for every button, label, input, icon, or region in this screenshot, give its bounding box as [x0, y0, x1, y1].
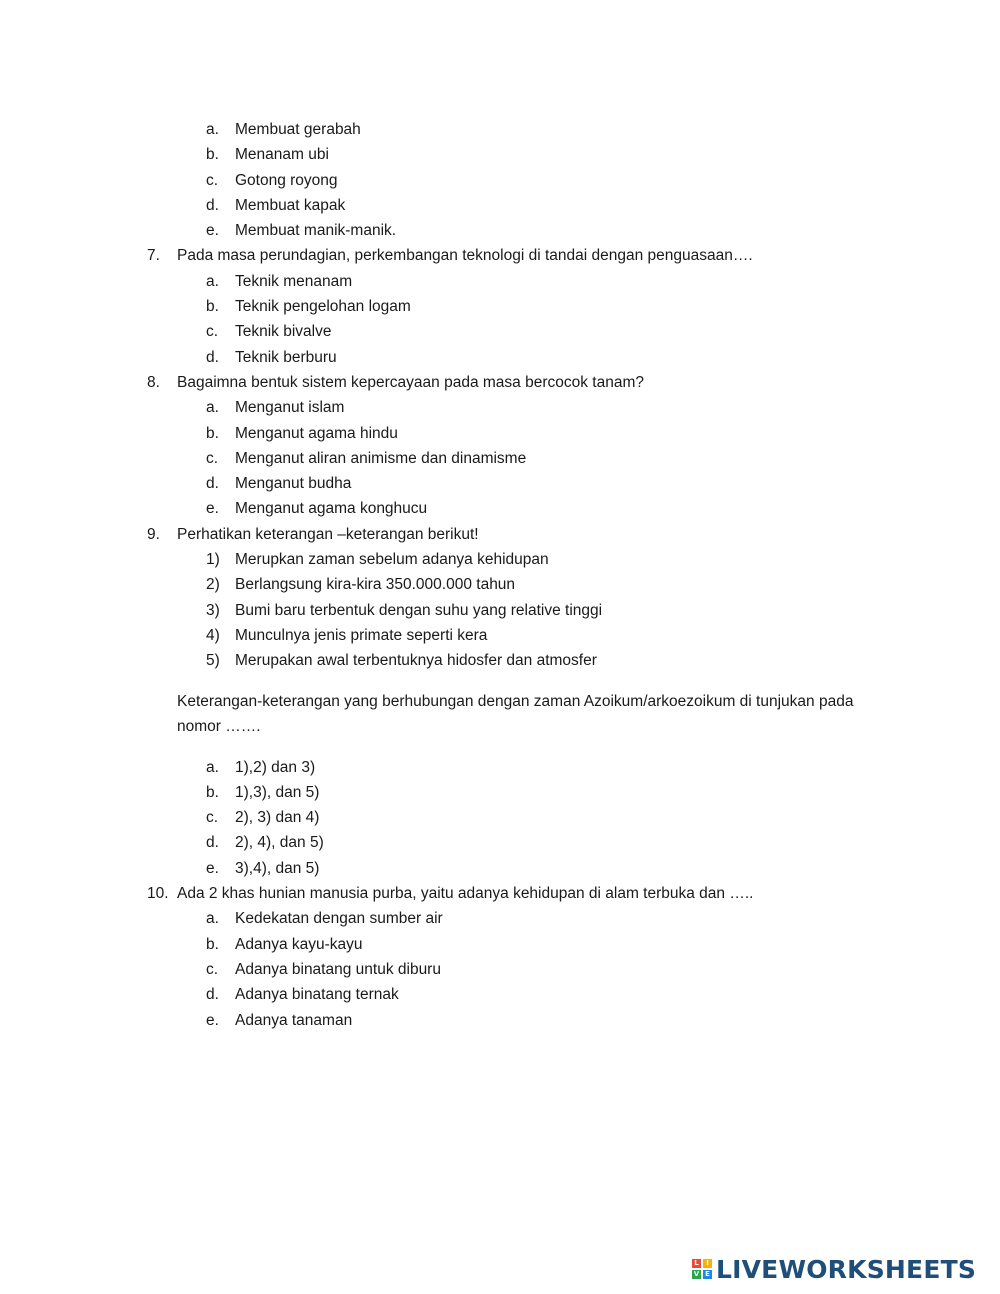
worksheet-page [0, 117, 1000, 1033]
question-text: Bagaimna bentuk sistem kepercayaan pada masa bercocok tanam? [177, 373, 644, 391]
option-item: d. 2), 4), dan 5) [206, 834, 324, 852]
option-item: a. Membuat gerabah [206, 121, 361, 138]
question-number: 10. [147, 885, 169, 903]
logo-tile: E [703, 1270, 712, 1279]
question-number: 7. [147, 247, 160, 265]
option-item: b. Menanam ubi [206, 146, 329, 164]
statement-item: 4) Munculnya jenis primate seperti kera [206, 626, 488, 644]
question-prompt: Keterangan-keterangan yang berhubungan dengan zaman Azoikum/arkoezoikum di tunjukan pada nomor ……. [177, 692, 854, 736]
option-item: c. Teknik bivalve [206, 323, 332, 341]
option-item: e. Membuat manik-manik. [206, 222, 397, 240]
option-item: a. Menganut islam [206, 399, 345, 417]
question-9 [0, 522, 1000, 547]
option-item: e. Menganut agama konghucu [206, 500, 428, 518]
logo-text: LIVEWORKSHEETS [716, 1254, 977, 1284]
option-item: c. Adanya binatang untuk diburu [206, 960, 441, 978]
logo-tile: I [703, 1259, 712, 1268]
question-10 [0, 881, 1000, 906]
option-item: d. Menganut budha [206, 475, 352, 493]
question-number: 8. [147, 373, 160, 391]
liveworksheets-logo [692, 1255, 976, 1283]
option-item: a. 1),2) dan 3) [206, 758, 316, 776]
question-7 [0, 243, 1000, 268]
option-item: b. Teknik pengelohan logam [206, 298, 411, 316]
option-item: a. Kedekatan dengan sumber air [206, 910, 443, 928]
option-item: c. Menganut aliran animisme dan dinamisme [206, 449, 527, 467]
logo-tile: V [693, 1270, 700, 1278]
option-item: a. Teknik menanam [206, 272, 353, 290]
option-item: c. Gotong royong [206, 171, 338, 189]
statement-item: 1) Merupkan zaman sebelum adanya kehidupan [206, 551, 549, 569]
option-item: e. 3),4), dan 5) [206, 859, 320, 877]
option-item: c. 2), 3) dan 4) [206, 809, 320, 827]
question-text: Perhatikan keterangan –keterangan berikut! [177, 525, 479, 543]
logo-tile: L [692, 1259, 701, 1268]
question-text: Ada 2 khas hunian manusia purba, yaitu adanya kehidupan di alam terbuka dan ….. [177, 885, 754, 903]
option-item: b. 1),3), dan 5) [206, 783, 320, 801]
option-item: e. Adanya tanaman [206, 1011, 353, 1029]
question-text: Pada masa perundagian, perkembangan teknologi di tandai dengan penguasaan…. [177, 247, 753, 265]
logo-tiles-icon [692, 1259, 712, 1279]
question-8 [0, 370, 1000, 395]
option-item: d. Membuat kapak [206, 196, 346, 214]
question-number: 9. [147, 525, 160, 543]
option-item: d. Adanya binatang ternak [206, 986, 399, 1004]
option-item: d. Teknik berburu [206, 348, 337, 366]
statement-item: 3) Bumi baru terbentuk dengan suhu yang relative tinggi [206, 601, 603, 619]
option-item: b. Adanya kayu-kayu [206, 935, 363, 953]
statement-item: 2) Berlangsung kira-kira 350.000.000 tahun [206, 576, 516, 594]
option-item: b. Menganut agama hindu [206, 424, 398, 442]
statement-item: 5) Merupakan awal terbentuknya hidosfer dan atmosfer [206, 652, 597, 670]
